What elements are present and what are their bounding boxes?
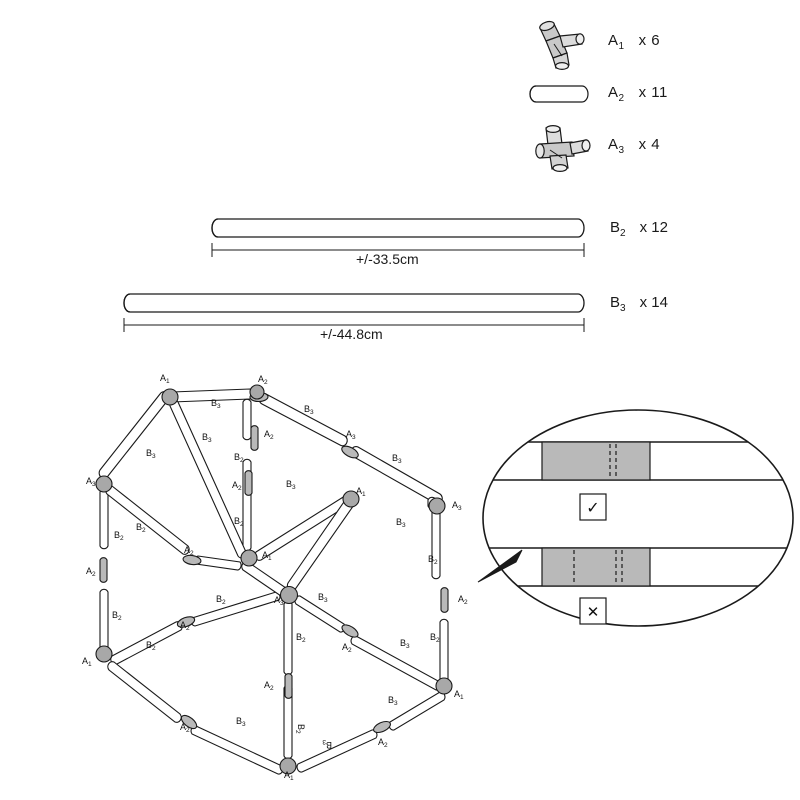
svg-text:B3: $B_3$ <box>396 517 406 529</box>
svg-text:A2: $A_2$ <box>458 594 468 606</box>
correct-mark-box <box>580 494 606 520</box>
correct-mark: ✓ <box>586 500 600 517</box>
svg-text:A1: $A_1$ <box>262 550 272 562</box>
svg-text:A2: $A_2$ <box>232 480 242 492</box>
svg-text:B3: $B_3$ <box>322 738 332 750</box>
short-tube-icon <box>520 72 598 124</box>
svg-text:B2: $B_2$ <box>234 452 244 464</box>
bar-label-b2: $B_2$ x 12 <box>610 219 668 239</box>
svg-text:A1: $A_1$ <box>454 689 464 701</box>
svg-text:B3: $B_3$ <box>236 716 246 728</box>
joint-detail-callout <box>470 400 800 650</box>
svg-text:A2: $A_2$ <box>184 545 194 557</box>
svg-text:B3: $B_3$ <box>400 638 410 650</box>
incorrect-sleeve <box>542 548 650 586</box>
correct-sleeve <box>542 442 650 480</box>
svg-text:A3: $A_3$ <box>452 500 462 512</box>
four-way-connector-icon <box>520 124 598 180</box>
svg-text:B3: $B_3$ <box>146 448 156 460</box>
three-way-connector-icon <box>520 20 598 72</box>
legend-row-a2 <box>520 72 780 124</box>
svg-text:A2: $A_2$ <box>180 722 190 734</box>
svg-text:B3: $B_3$ <box>286 479 296 491</box>
dimension-b2: +/-33.5cm <box>356 251 419 267</box>
svg-text:B2: $B_2$ <box>114 530 124 542</box>
dimension-b3: +/-44.8cm <box>320 326 383 342</box>
bar-label-b3: $B_3$ x 14 <box>610 294 668 314</box>
legend-label-a3: $A_3$ x 4 <box>608 136 661 156</box>
bar-row-b2 <box>0 205 800 275</box>
svg-text:B3: $B_3$ <box>211 398 221 410</box>
svg-text:A2: $A_2$ <box>258 374 268 386</box>
svg-text:B3: $B_3$ <box>318 592 328 604</box>
legend-label-a1: $A_1$ x 6 <box>608 32 661 52</box>
incorrect-mark: ✕ <box>586 604 600 621</box>
svg-text:B3: $B_3$ <box>202 432 212 444</box>
svg-text:B2: $B_2$ <box>294 724 306 734</box>
svg-text:B2: $B_2$ <box>136 522 146 534</box>
legend-label-a2: $A_2$ x 11 <box>608 84 668 104</box>
svg-text:A1: $A_1$ <box>160 373 170 385</box>
svg-text:B3: $B_3$ <box>388 695 398 707</box>
incorrect-mark-box <box>580 598 606 624</box>
svg-text:A3: $A_3$ <box>274 595 284 607</box>
svg-text:B3: $B_3$ <box>304 404 314 416</box>
svg-text:B2: $B_2$ <box>146 640 156 652</box>
parts-legend <box>520 20 780 176</box>
svg-text:A1: $A_1$ <box>284 770 294 782</box>
svg-text:A2: $A_2$ <box>86 566 96 578</box>
svg-text:B2: $B_2$ <box>430 632 440 644</box>
long-pole-icon-b3 <box>0 285 800 355</box>
svg-text:B2: $B_2$ <box>216 594 226 606</box>
bar-row-b3 <box>0 285 800 355</box>
svg-text:A1: $A_1$ <box>356 486 366 498</box>
svg-text:A3: $A_3$ <box>86 476 96 488</box>
svg-text:A2: $A_2$ <box>180 620 190 632</box>
svg-text:A2: $A_2$ <box>264 429 274 441</box>
svg-text:A3: $A_3$ <box>346 429 356 441</box>
svg-text:A2: $A_2$ <box>378 737 388 749</box>
svg-text:A2: $A_2$ <box>264 680 274 692</box>
svg-text:B2: $B_2$ <box>296 632 306 644</box>
svg-text:A1: $A_1$ <box>82 656 92 668</box>
legend-row-a3 <box>520 124 780 176</box>
svg-text:B2: $B_2$ <box>112 610 122 622</box>
svg-text:B3: $B_3$ <box>392 453 402 465</box>
svg-text:B2: $B_2$ <box>234 516 244 528</box>
svg-text:B2: $B_2$ <box>428 554 438 566</box>
legend-row-a1 <box>520 20 780 72</box>
tent-frame-exploded-diagram <box>40 360 500 800</box>
svg-text:A2: $A_2$ <box>342 642 352 654</box>
